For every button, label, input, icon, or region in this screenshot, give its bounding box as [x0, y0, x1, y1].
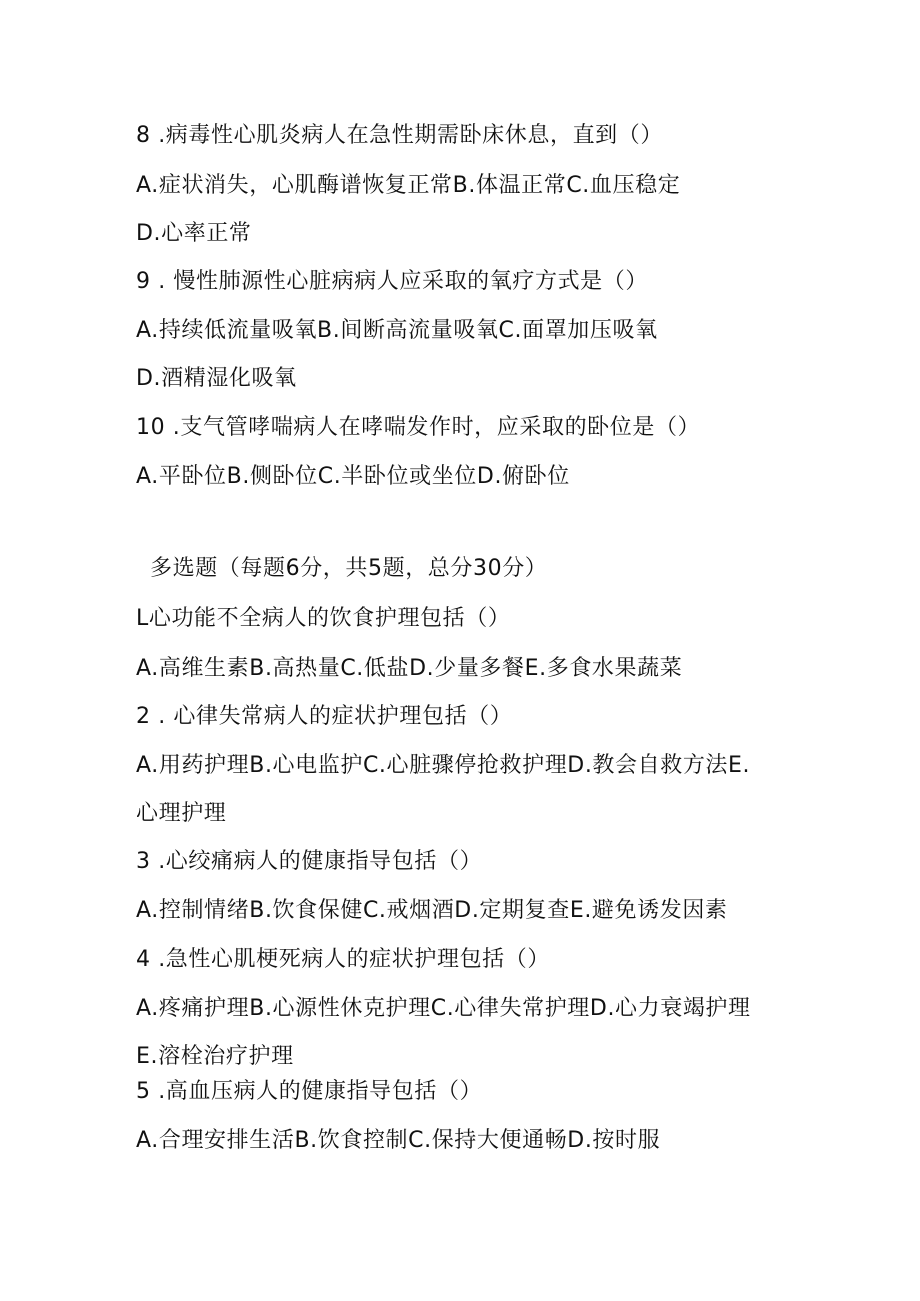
multi-question-4: 4 .急性心肌梗死病人的症状护理包括（） — [136, 947, 550, 972]
multi-question-2-options-line-2: 心理护理 — [136, 801, 227, 826]
question-8: 8 .病毒性心肌炎病人在急性期需卧床休息，直到（） — [136, 123, 663, 148]
multi-question-3-options: A.控制情绪B.饮食保健C.戒烟酒D.定期复查E.避免诱发因素 — [136, 898, 728, 923]
question-9-options-line-2: D.酒精湿化吸氧 — [136, 366, 297, 391]
question-8-options-line-1: A.症状消失，心肌酶谱恢复正常B.体温正常C.血压稳定 — [136, 173, 681, 198]
question-8-options-line-2: D.心率正常 — [136, 221, 252, 246]
question-10-options: A.平卧位B.侧卧位C.半卧位或坐位D.俯卧位 — [136, 464, 570, 489]
multi-question-1: L心功能不全病人的饮食护理包括（） — [136, 606, 511, 631]
multi-question-4-options-line-2: E.溶栓治疗护理 — [136, 1044, 294, 1069]
multi-question-3: 3 .心绞痛病人的健康指导包括（） — [136, 849, 483, 874]
multi-question-5-options: A.合理安排生活B.饮食控制C.保持大便通畅D.按时服 — [136, 1128, 661, 1153]
question-9: 9 . 慢性肺源性心脏病病人应采取的氧疗方式是（） — [136, 269, 648, 294]
question-9-options-line-1: A.持续低流量吸氧B.间断高流量吸氧C.面罩加压吸氧 — [136, 318, 658, 343]
question-10: 10 .支气管哮喘病人在哮喘发作时，应采取的卧位是（） — [136, 415, 701, 440]
multi-question-2: 2 . 心律失常病人的症状护理包括（） — [136, 704, 513, 729]
multi-question-4-options-line-1: A.疼痛护理B.心源性休克护理C.心律失常护理D.心力衰竭护理 — [136, 996, 751, 1021]
multi-question-2-options-line-1: A.用药护理B.心电监护C.心脏骤停抢救护理D.教会自救方法E. — [136, 753, 751, 778]
section-heading-multiple-choice: 多选题（每题6分，共5题，总分30分） — [150, 556, 548, 581]
multi-question-1-options: A.高维生素B.高热量C.低盐D.少量多餐E.多食水果蔬菜 — [136, 656, 683, 681]
multi-question-5: 5 .高血压病人的健康指导包括（） — [136, 1079, 483, 1104]
